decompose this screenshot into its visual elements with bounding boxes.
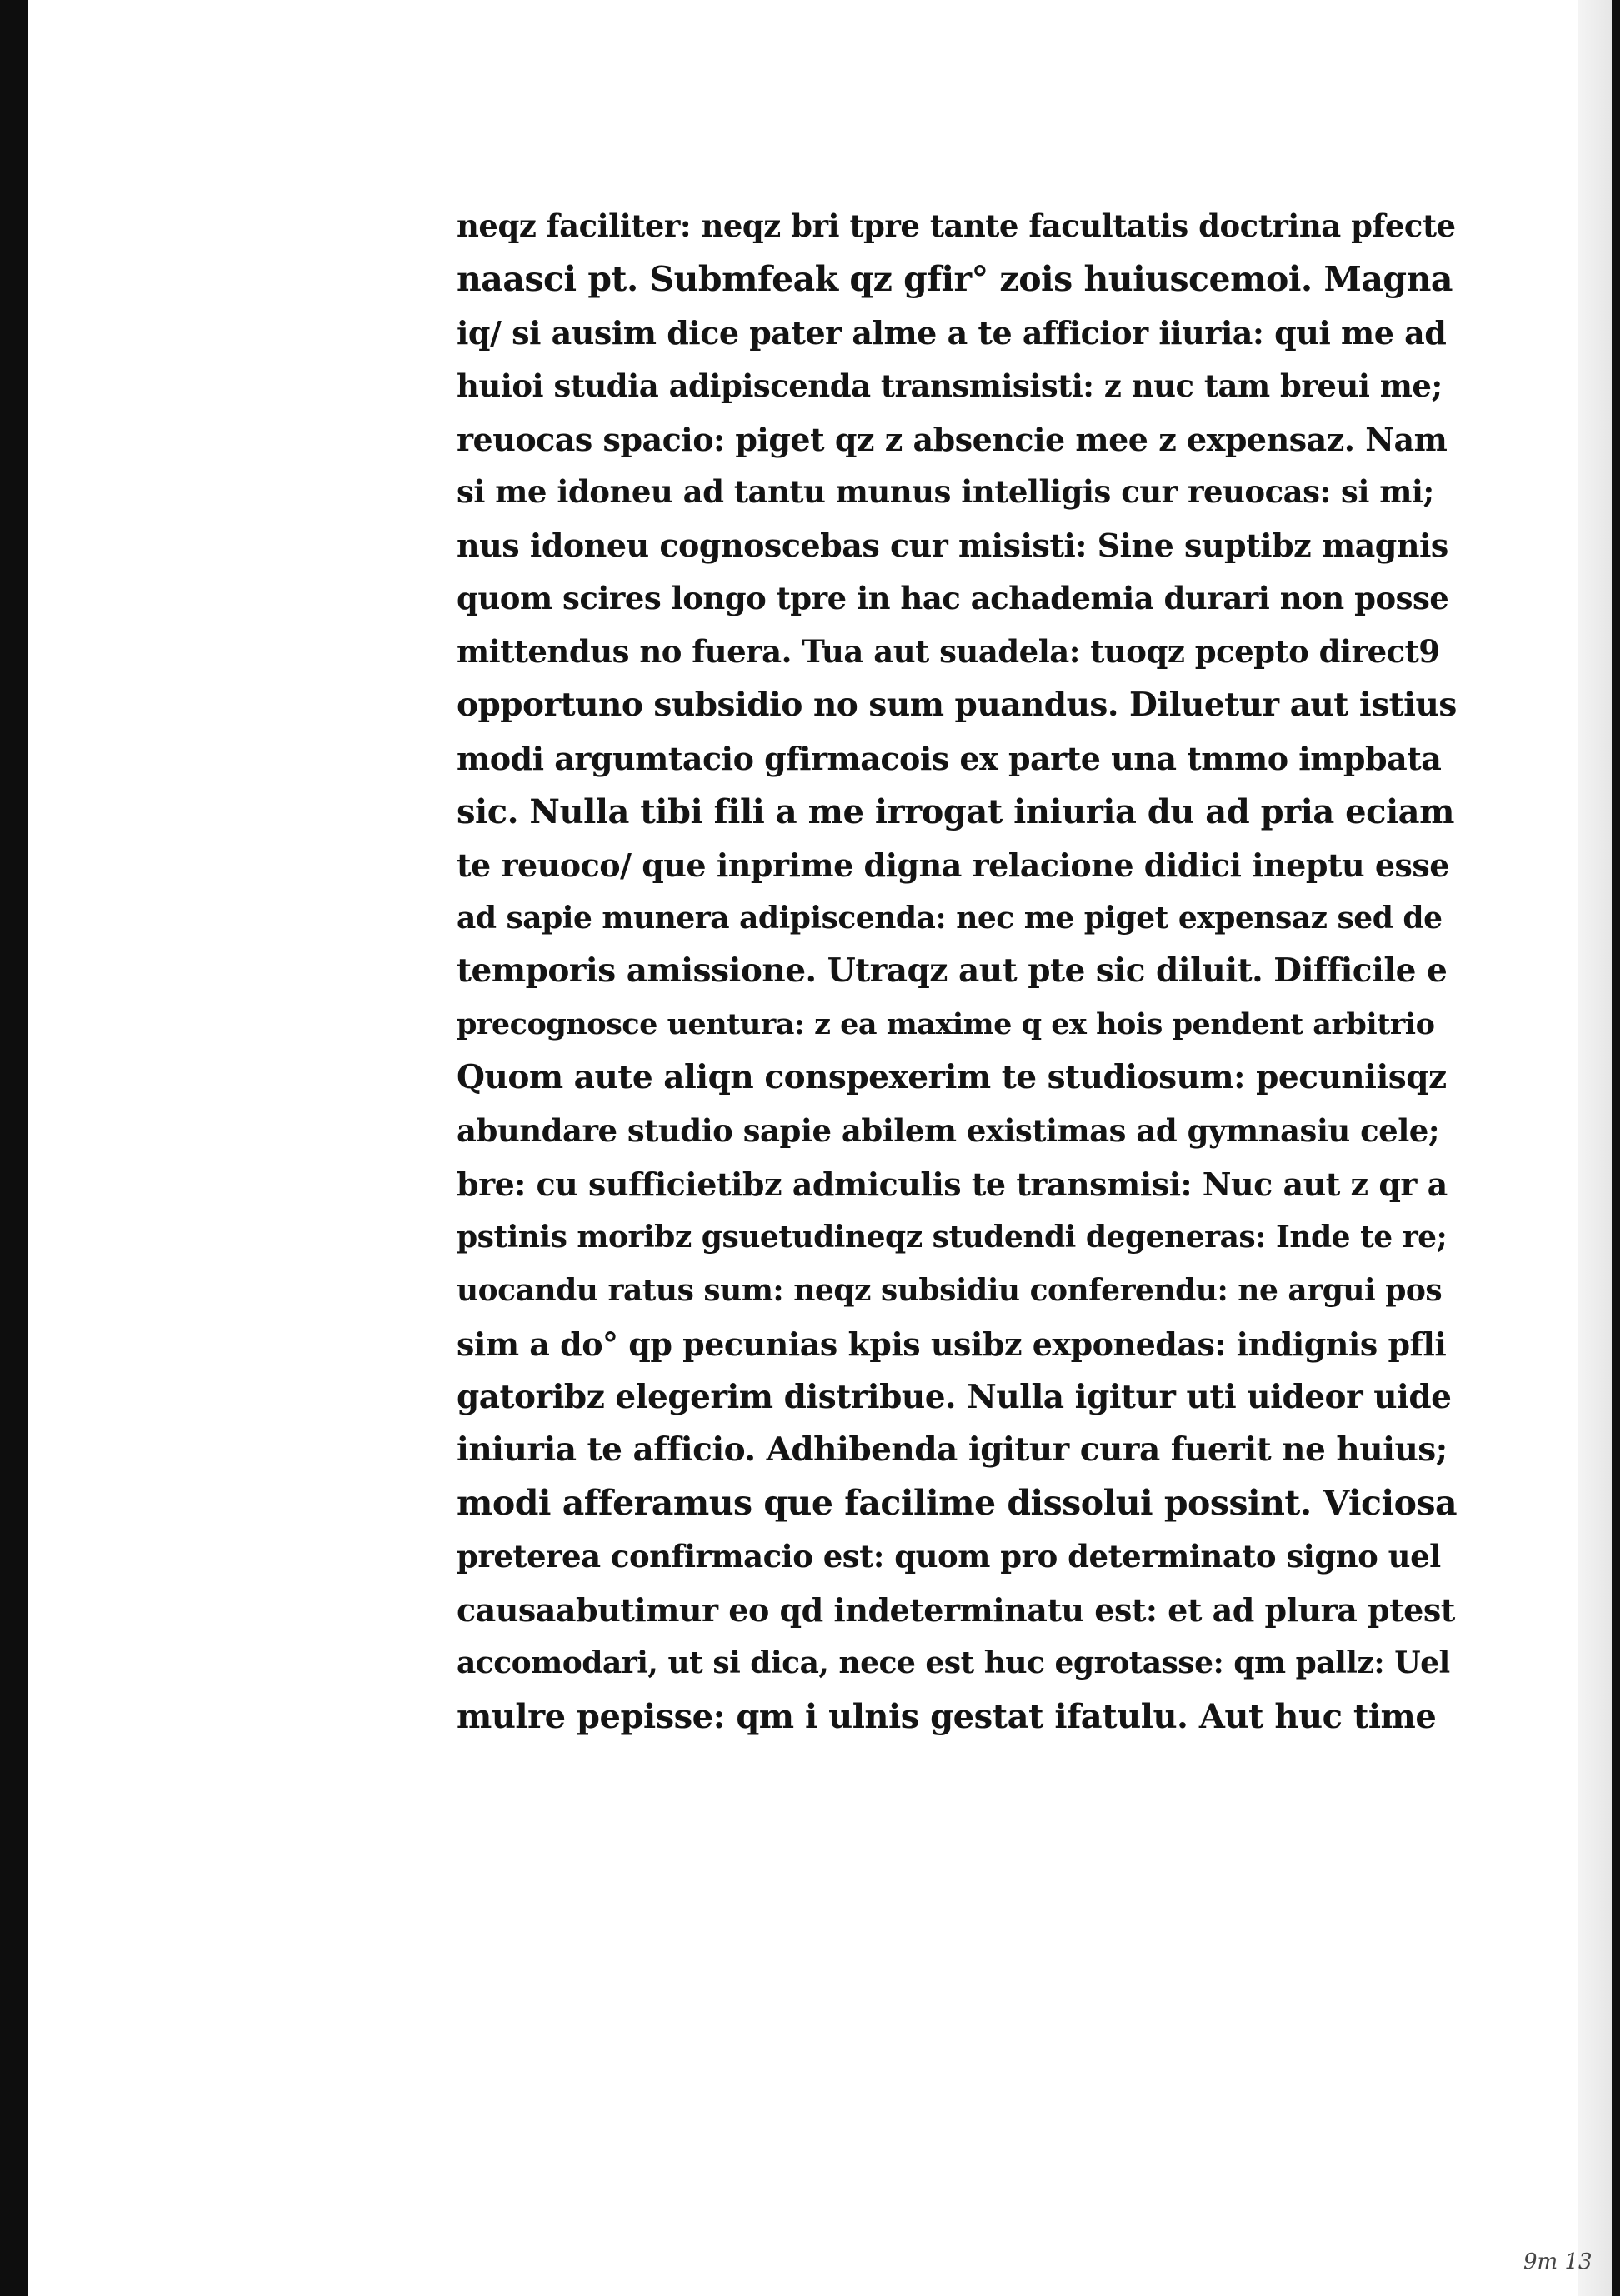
folio-number: 9m 13 [1523,2249,1592,2274]
text-line: precognosce uentura: z ea maxime q ex hois pendent arbitrio [457,1007,1435,1042]
text-line: accomodari, ut si dica, nece est huc egrotasse: qm pallz: Uel [457,1645,1450,1681]
scan-edge-right [1612,0,1620,2296]
text-line: huioi studia adipiscenda transmisisti: z nuc tam breui me; [457,367,1442,404]
text-line: neqz faciliter: neqz bri tpre tante facultatis doctrina pfecte [457,207,1456,244]
text-line: mittendus no fuera. Tua aut suadela: tuoqz pcepto direct9 [457,633,1440,671]
text-line: te reuoco/ que inprime digna relacione didici ineptu esse [457,846,1449,884]
text-line: causaabutimur eo qd indeterminatu est: et ad plura ptest [457,1591,1455,1630]
scan-edge-left [0,0,28,2296]
text-line: abundare studio sapie abilem existimas ad gymnasiu cele; [457,1112,1439,1150]
text-line: quom scires longo tpre in hac achademia durari non posse [457,580,1449,617]
text-line: opportuno subsidio no sum puandus. Diluetur aut istius [457,686,1457,725]
text-line: uocandu ratus sum: neqz subsidiu conferendu: ne argui pos [457,1272,1442,1308]
text-line: pstinis moribz gsuetudineqz studendi degeneras: Inde te re; [457,1219,1448,1255]
text-line: nus idoneu cognoscebas cur misisti: Sine suptibz magnis [457,527,1448,565]
scan-gutter-right [1578,0,1612,2296]
text-line: naasci pt. Submfeak qz gfir° zois huiuscemoi. Magna [457,258,1452,299]
text-block [457,200,1457,1744]
text-line: sic. Nulla tibi fili a me irrogat iniuria du ad pria eciam [457,791,1454,831]
text-line: preterea confirmacio est: quom pro determinato signo uel [457,1538,1441,1575]
text-line: reuocas spacio: piget qz z absencie mee z expensaz. Nam [457,420,1448,458]
text-line: bre: cu sufficietibz admiculis te transmisi: Nuc aut z qr a [457,1165,1448,1204]
text-line: iniuria te afficio. Adhibenda igitur cura fuerit ne huius; [457,1430,1448,1470]
text-line: modi argumtacio gfirmacois ex parte una tmmo impbata [457,739,1442,777]
text-line: modi afferamus que facilime dissolui possint. Viciosa [457,1483,1458,1524]
text-line: ad sapie munera adipiscenda: nec me piget expensaz sed de [457,900,1442,936]
text-line: mulre pepisse: qm i ulnis gestat ifatulu. Aut huc time [457,1696,1437,1736]
text-line: iq/ si ausim dice pater alme a te afficior iiuria: qui me ad [457,313,1447,352]
text-line: gatoribz elegerim distribue. Nulla igitur uti uideor uide [457,1377,1452,1416]
text-line: Quom aute aliqn conspexerim te studiosum: pecuniisqz [457,1058,1447,1097]
text-line: sim a do° qp pecunias kpis usibz exponedas: indignis pfli [457,1325,1447,1363]
text-line: temporis amissione. Utraqz aut pte sic diluit. Difficile e [457,951,1448,991]
text-line: si me idoneu ad tantu munus intelligis cur reuocas: si mi; [457,473,1434,511]
